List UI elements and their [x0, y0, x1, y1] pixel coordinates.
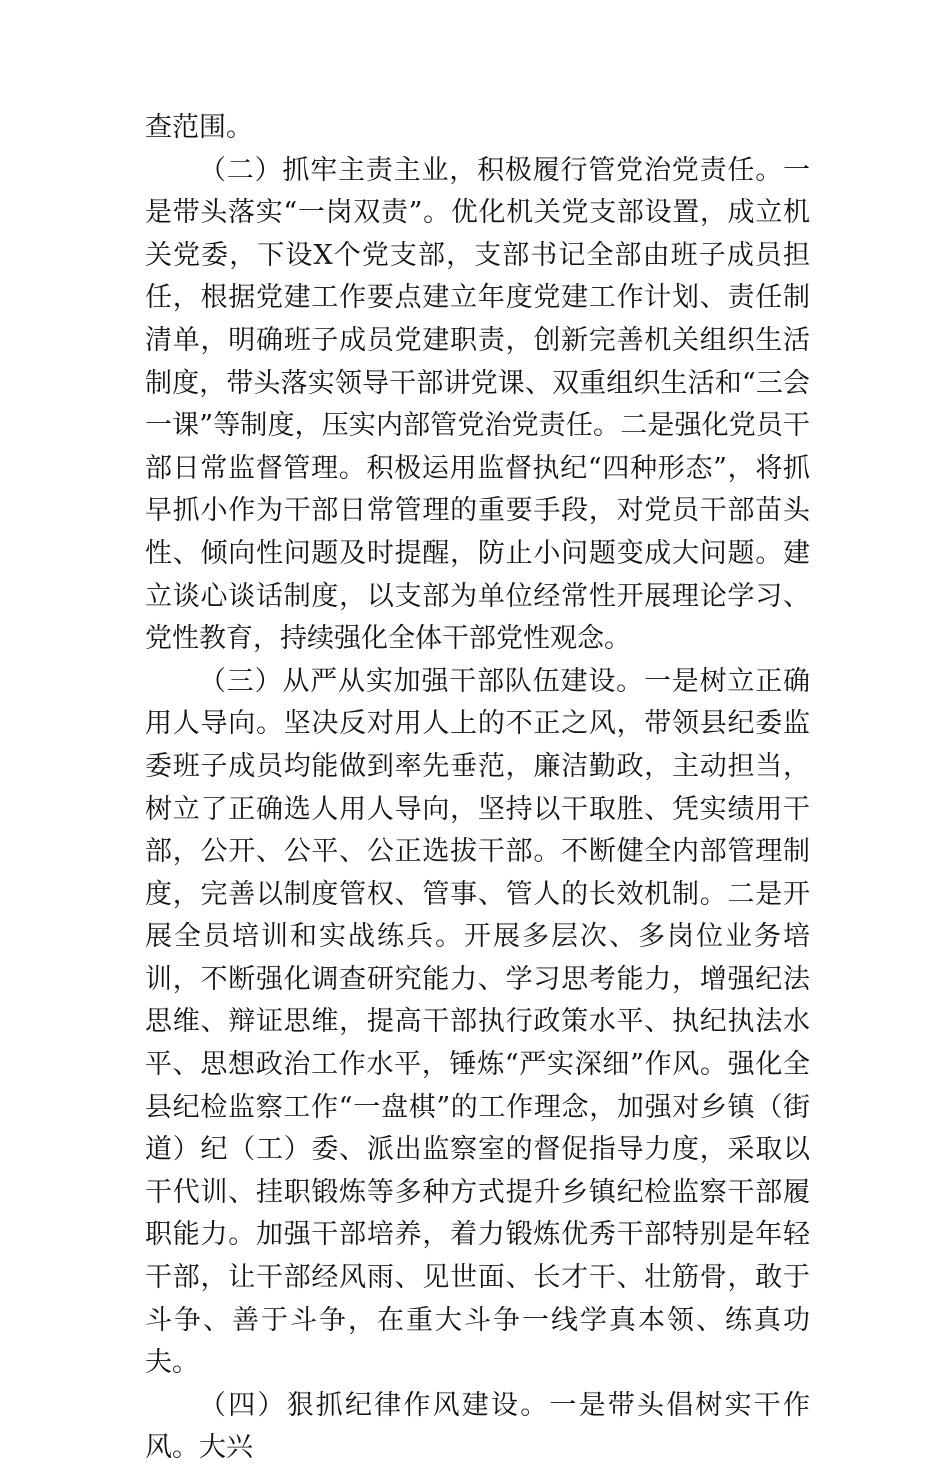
paragraph-section-two: （二）抓牢主责主业，积极履行管党治党责任。一是带头落实“一岗双责”。优化机关党支部设置，成立机关党委，下设X个党支部，支部书记全部由班子成员担任，根据党建工作要点建立年度党建工作计划、责任制清单，明确班子成员党建职责，创新完善机关组织生活制度，带头落实领导干部讲党课、双重组织生活和“三会一课”等制度，压实内部管党治党责任。二是强化党员干部日常监督管理。积极运用监督执纪“四种形态”，将抓早抓小作为干部日常管理的重要手段，对党员干部苗头性、倾向性问题及时提醒，防止小问题变成大问题。建立谈心谈话制度，以支部为单位经常性开展理论学习、党性教育，持续强化全体干部党性观念。	[145, 154, 810, 655]
body-text	[145, 107, 810, 1470]
paragraph-continuation: 查范围。	[145, 112, 253, 143]
paragraph-section-four: （四）狠抓纪律作风建设。一是带头倡树实干作风。大兴	[145, 1389, 810, 1464]
paragraph-section-three: （三）从严从实加强干部队伍建设。一是树立正确用人导向。坚决反对用人上的不正之风，带领县纪委监委班子成员均能做到率先垂范，廉洁勤政，主动担当，树立了正确选人用人导向，坚持以干取胜、凭实绩用干部，公开、公平、公正选拔干部。不断健全内部管理制度，完善以制度管权、管事、管人的长效机制。二是开展全员培训和实战练兵。开展多层次、多岗位业务培训，不断强化调查研究能力、学习思考能力，增强纪法思维、辩证思维，提高干部执行政策水平、执纪执法水平、思想政治工作水平，锤炼“严实深细”作风。强化全县纪检监察工作“一盘棋”的工作理念，加强对乡镇（街道）纪（工）委、派出监察室的督促指导力度，采取以干代训、挂职锻炼等多种方式提升乡镇纪检监察干部履职能力。加强干部培养，着力锻炼优秀干部特别是年轻干部，让干部经风雨、见世面、长才干、壮筋骨，敢于斗争、善于斗争，在重大斗争一线学真本领、练真功夫。	[145, 665, 810, 1379]
